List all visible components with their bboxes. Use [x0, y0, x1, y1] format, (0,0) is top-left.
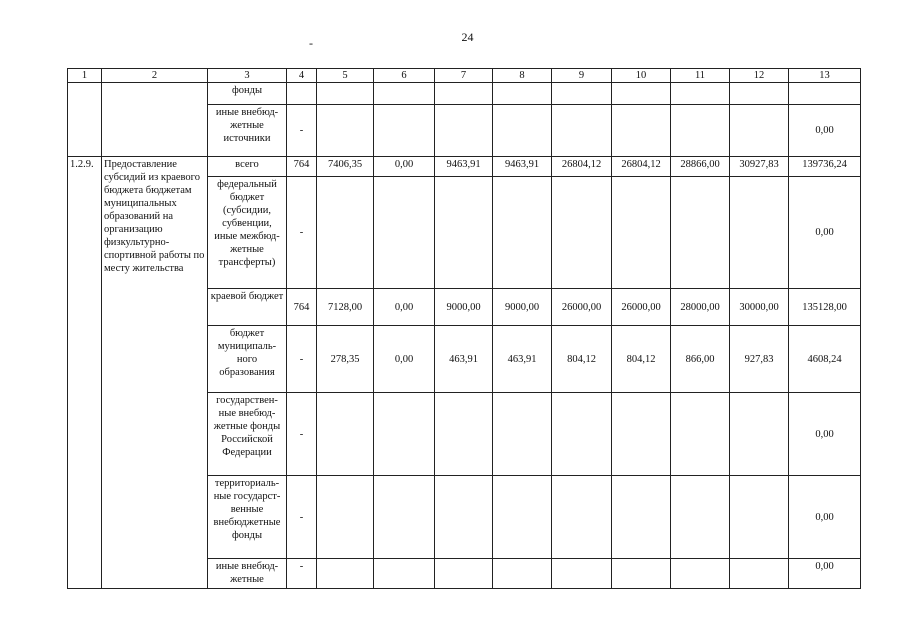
header-row	[68, 69, 861, 83]
value-cell	[435, 83, 493, 105]
value-cell: 804,12	[612, 326, 671, 393]
code-cell: -	[287, 105, 317, 157]
empty-description-cell	[102, 83, 208, 157]
value-cell	[493, 476, 552, 559]
funding-source-cell: федеральный бюджет (субсидии, субвенции, иные межбюд-жетные трансферты)	[208, 177, 287, 289]
value-cell	[435, 476, 493, 559]
code-cell	[287, 83, 317, 105]
table-body	[68, 69, 861, 589]
value-cell	[317, 83, 374, 105]
value-cell	[493, 559, 552, 589]
value-cell: 7406,35	[317, 157, 374, 177]
total-cell: 139736,24	[789, 157, 861, 177]
value-cell	[730, 393, 789, 476]
value-cell	[493, 393, 552, 476]
value-cell	[612, 177, 671, 289]
column-header-3: 3	[208, 69, 287, 83]
total-cell: 0,00	[789, 559, 861, 589]
value-cell: 28000,00	[671, 289, 730, 326]
funding-source-cell: фонды	[208, 83, 287, 105]
item-number: 1.2.9.	[68, 157, 102, 589]
value-cell: 26804,12	[612, 157, 671, 177]
value-cell	[493, 177, 552, 289]
value-cell	[435, 177, 493, 289]
table-row	[68, 157, 861, 177]
page-number: 24	[461, 30, 474, 44]
column-header-1: 1	[68, 69, 102, 83]
column-header-9: 9	[552, 69, 612, 83]
value-cell	[435, 105, 493, 157]
total-cell: 135128,00	[789, 289, 861, 326]
value-cell: 927,83	[730, 326, 789, 393]
value-cell	[435, 393, 493, 476]
budget-table	[67, 68, 861, 589]
value-cell: 26000,00	[612, 289, 671, 326]
value-cell	[671, 393, 730, 476]
empty-index-cell	[68, 83, 102, 157]
value-cell: 28866,00	[671, 157, 730, 177]
column-header-7: 7	[435, 69, 493, 83]
value-cell	[612, 559, 671, 589]
column-header-12: 12	[730, 69, 789, 83]
value-cell	[671, 559, 730, 589]
code-cell: 764	[287, 157, 317, 177]
value-cell	[317, 393, 374, 476]
value-cell: 278,35	[317, 326, 374, 393]
column-header-2: 2	[102, 69, 208, 83]
value-cell	[612, 83, 671, 105]
column-header-8: 8	[493, 69, 552, 83]
value-cell	[730, 559, 789, 589]
value-cell	[552, 559, 612, 589]
code-cell: 764	[287, 289, 317, 326]
value-cell: 9463,91	[435, 157, 493, 177]
total-cell: 0,00	[789, 177, 861, 289]
value-cell: 804,12	[552, 326, 612, 393]
value-cell	[612, 476, 671, 559]
stray-mark: -	[309, 36, 313, 50]
column-header-4: 4	[287, 69, 317, 83]
value-cell	[552, 177, 612, 289]
value-cell: 0,00	[374, 157, 435, 177]
value-cell	[730, 177, 789, 289]
code-cell: -	[287, 177, 317, 289]
code-cell: -	[287, 559, 317, 589]
table-row	[68, 83, 861, 105]
value-cell	[552, 393, 612, 476]
value-cell	[552, 105, 612, 157]
value-cell	[552, 476, 612, 559]
total-cell: 0,00	[789, 393, 861, 476]
total-cell: 4608,24	[789, 326, 861, 393]
value-cell	[552, 83, 612, 105]
total-cell: 0,00	[789, 105, 861, 157]
value-cell	[435, 559, 493, 589]
value-cell	[374, 559, 435, 589]
value-cell	[671, 105, 730, 157]
value-cell	[374, 177, 435, 289]
value-cell	[671, 83, 730, 105]
value-cell	[612, 393, 671, 476]
column-header-11: 11	[671, 69, 730, 83]
value-cell: 0,00	[374, 326, 435, 393]
value-cell	[374, 105, 435, 157]
column-header-10: 10	[612, 69, 671, 83]
value-cell: 866,00	[671, 326, 730, 393]
value-cell	[317, 105, 374, 157]
funding-source-cell: всего	[208, 157, 287, 177]
value-cell: 9000,00	[435, 289, 493, 326]
total-cell	[789, 83, 861, 105]
code-cell: -	[287, 476, 317, 559]
value-cell	[730, 476, 789, 559]
funding-source-cell: бюджет муниципаль-ного образования	[208, 326, 287, 393]
value-cell: 0,00	[374, 289, 435, 326]
code-cell: -	[287, 393, 317, 476]
value-cell: 463,91	[493, 326, 552, 393]
funding-source-cell: иные внебюд-жетные источники	[208, 105, 287, 157]
value-cell: 9000,00	[493, 289, 552, 326]
value-cell	[374, 393, 435, 476]
value-cell: 30927,83	[730, 157, 789, 177]
value-cell: 7128,00	[317, 289, 374, 326]
funding-source-cell: территориаль-ные государст-венные внебюджетные фонды	[208, 476, 287, 559]
value-cell	[612, 105, 671, 157]
funding-source-cell: иные внебюд-жетные	[208, 559, 287, 589]
value-cell	[493, 105, 552, 157]
funding-source-cell: краевой бюджет	[208, 289, 287, 326]
value-cell: 9463,91	[493, 157, 552, 177]
value-cell	[671, 177, 730, 289]
funding-source-cell: государствен-ные внебюд-жетные фонды Российской Федерации	[208, 393, 287, 476]
value-cell: 26804,12	[552, 157, 612, 177]
value-cell	[317, 559, 374, 589]
value-cell	[317, 177, 374, 289]
value-cell	[730, 83, 789, 105]
value-cell	[374, 476, 435, 559]
column-header-13: 13	[789, 69, 861, 83]
code-cell: -	[287, 326, 317, 393]
value-cell	[374, 83, 435, 105]
total-cell: 0,00	[789, 476, 861, 559]
value-cell: 463,91	[435, 326, 493, 393]
value-cell: 30000,00	[730, 289, 789, 326]
value-cell	[671, 476, 730, 559]
value-cell: 26000,00	[552, 289, 612, 326]
column-header-6: 6	[374, 69, 435, 83]
item-description: Предоставление субсидий из краевого бюджета бюджетам муниципальных образований на организацию физкультурно-спортивной работы по месту жительства	[102, 157, 208, 589]
value-cell	[317, 476, 374, 559]
column-header-5: 5	[317, 69, 374, 83]
value-cell	[730, 105, 789, 157]
value-cell	[493, 83, 552, 105]
